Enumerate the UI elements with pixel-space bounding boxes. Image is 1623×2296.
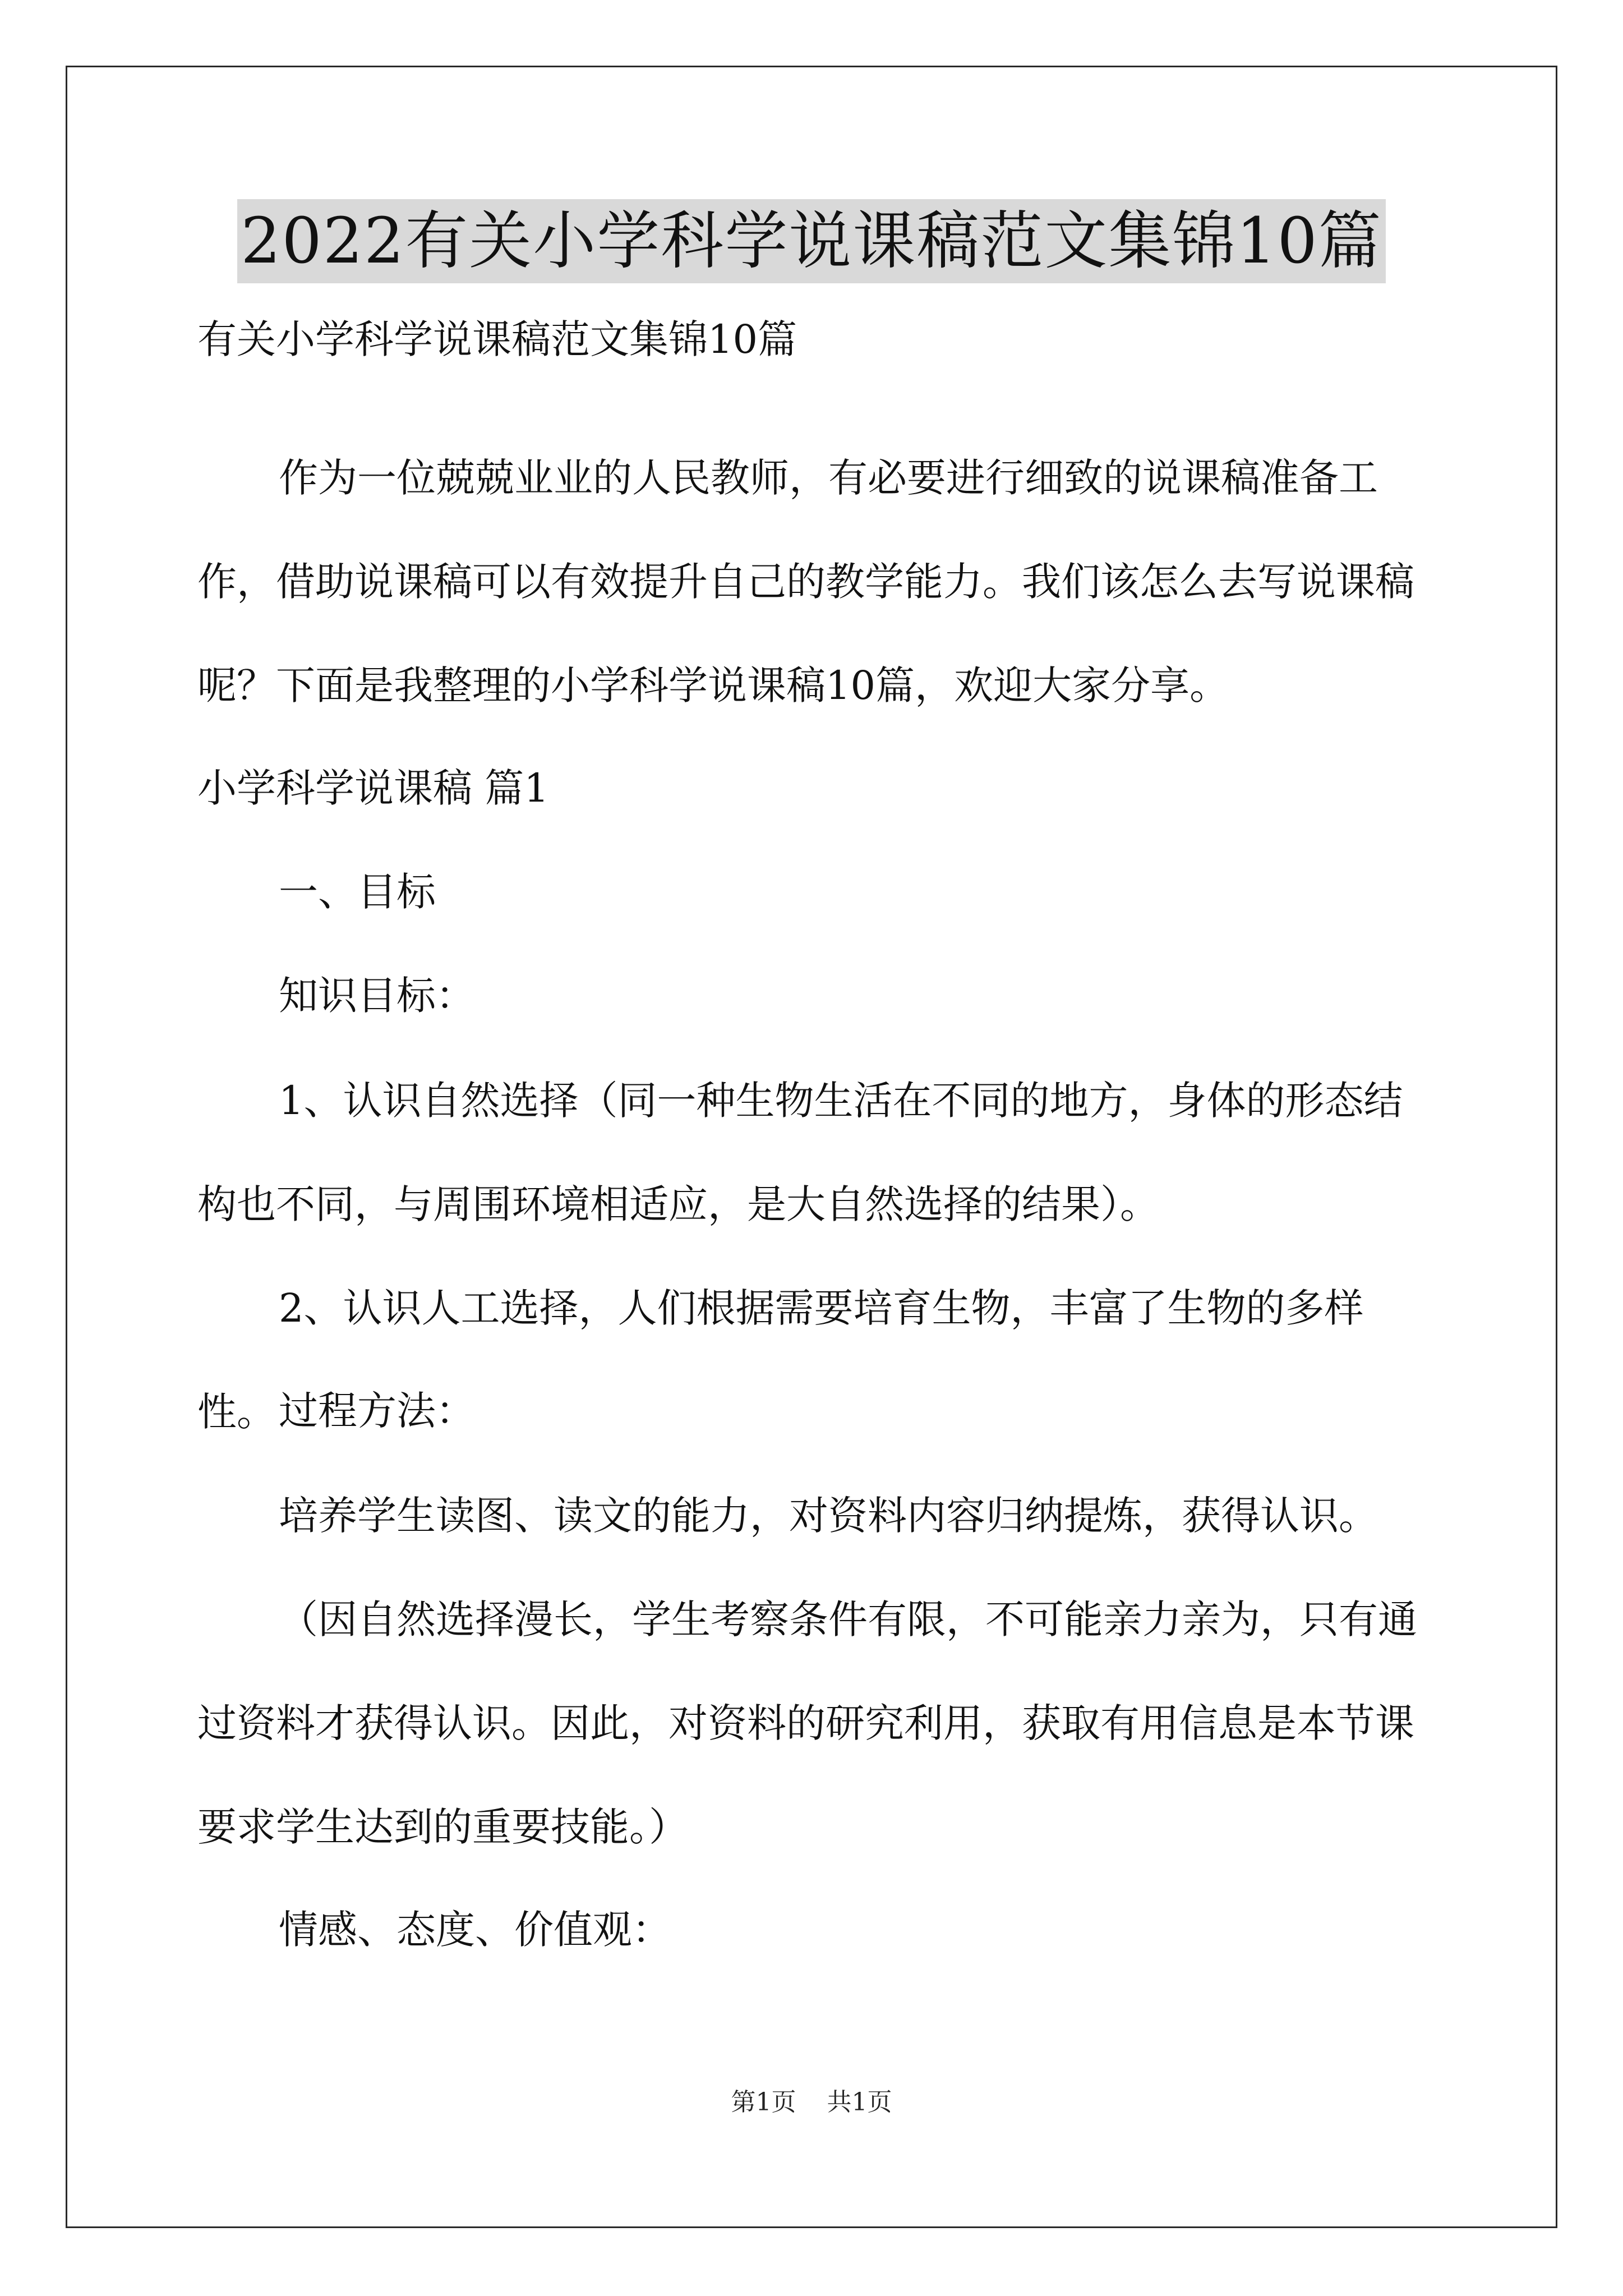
document-title: [0, 199, 1623, 283]
intro-paragraph: 作为一位兢兢业业的人民教师，有必要进行细致的说课稿准备工作，借助说课稿可以有效提升自己的教学能力。我们该怎么去写说课稿呢？下面是我整理的小学科学说课稿10篇，欢迎大家分享。: [197, 455, 1414, 708]
process-note: （因自然选择漫长，学生考察条件有限，不可能亲力亲为，只有通过资料才获得认识。因此，对资料的研究利用，获取有用信息是本节课要求学生达到的重要技能。）: [197, 1596, 1417, 1850]
goal-heading: 一、目标: [279, 869, 436, 915]
page-footer: [0, 2086, 1623, 2119]
page-total: 共1页: [827, 2088, 892, 2116]
section-heading: 小学科学说课稿 篇1: [197, 765, 549, 811]
knowledge-item-2: 2、认识人工选择，人们根据需要培育生物，丰富了生物的多样性。: [197, 1285, 1364, 1435]
page-number: 第1页: [731, 2088, 796, 2116]
knowledge-heading: 知识目标：: [279, 973, 475, 1019]
document-subtitle: 有关小学科学说课稿范文集锦10篇: [197, 316, 797, 362]
process-text: 培养学生读图、读文的能力，对资料内容归纳提炼，获得认识。: [279, 1493, 1378, 1539]
attitude-heading: 情感、态度、价值观：: [279, 1907, 671, 1953]
process-heading: 过程方法：: [279, 1388, 475, 1434]
document-title-text: 2022有关小学科学说课稿范文集锦10篇: [237, 199, 1386, 283]
knowledge-item-1: 1、认识自然选择（同一种生物生活在不同的地方，身体的形态结构也不同，与周围环境相适应，是大自然选择的结果）。: [197, 1078, 1403, 1227]
